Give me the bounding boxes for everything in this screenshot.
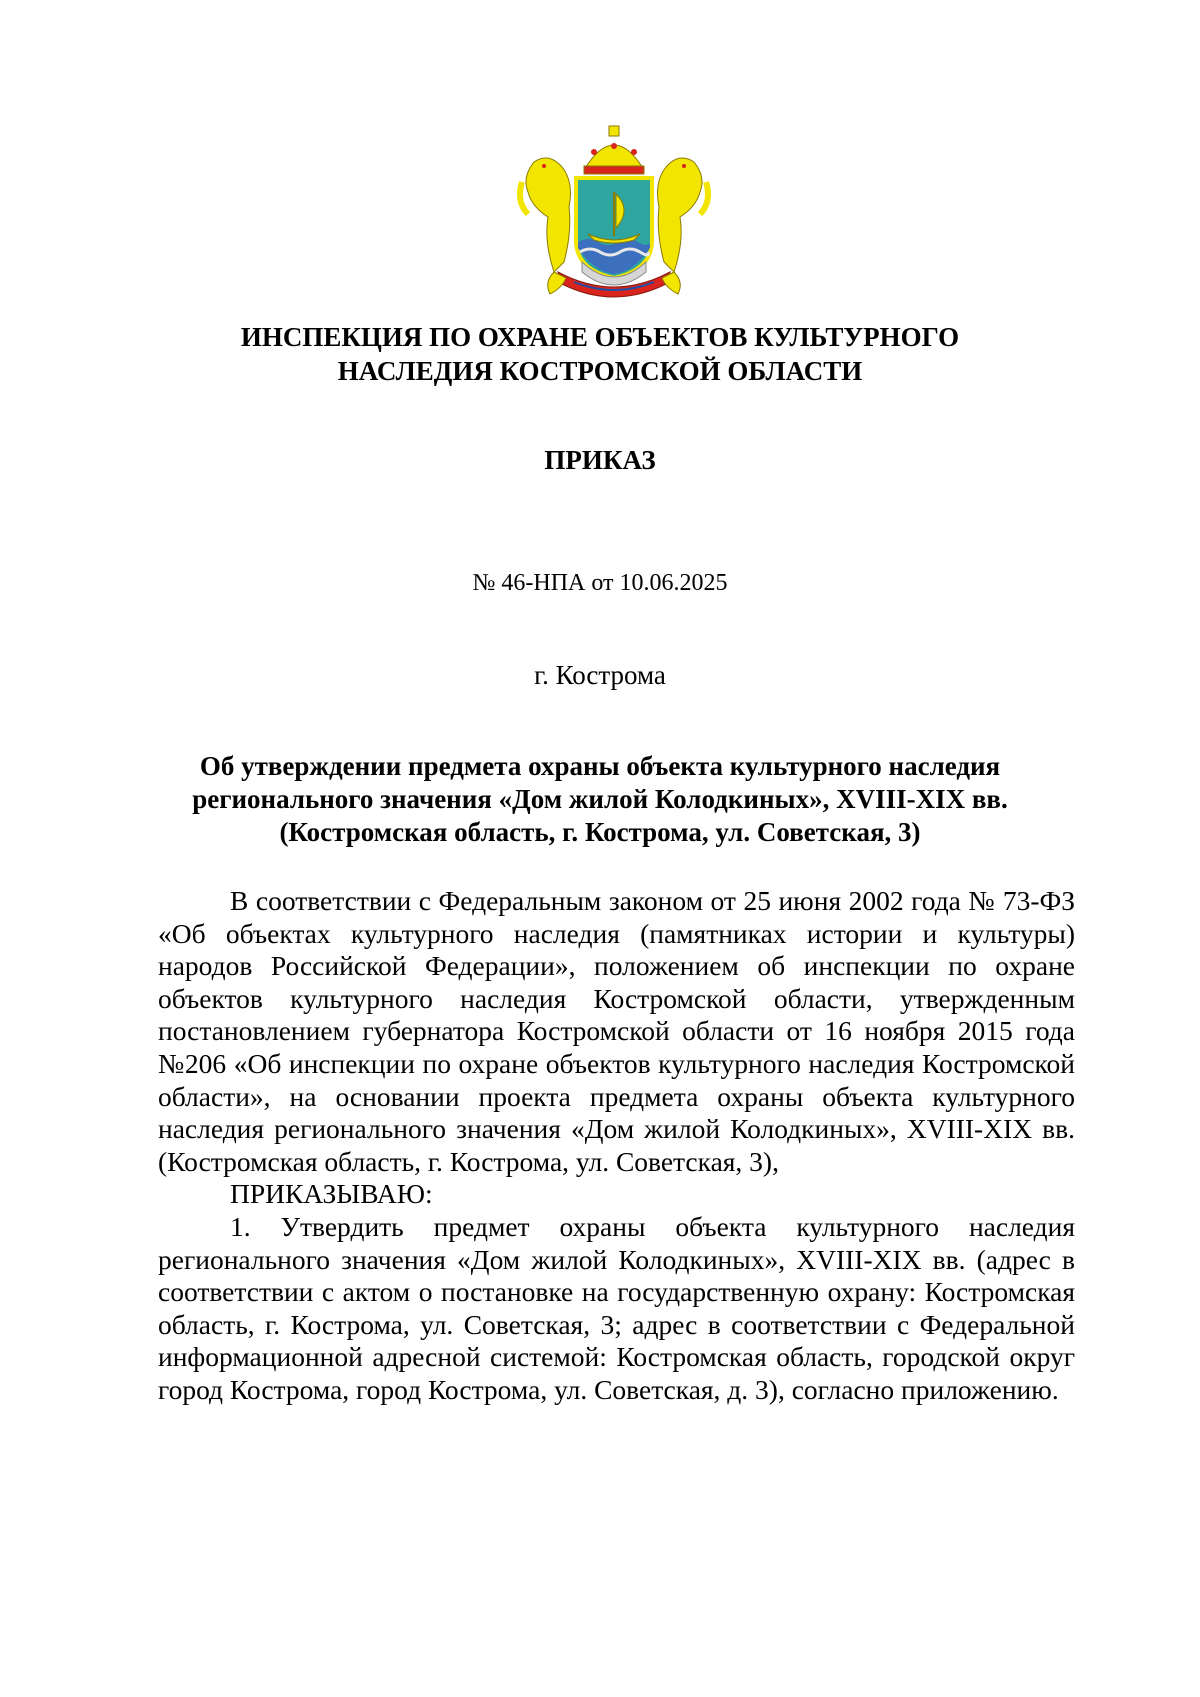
order-number: № 46-НПА от 10.06.2025: [472, 570, 728, 596]
organization-name: [120, 320, 1080, 388]
order-word: ПРИКАЗЫВАЮ:: [230, 1178, 433, 1210]
subject-line-1: Об утверждении предмета охраны объекта культурного наследия: [199, 751, 1001, 781]
org-line-2: НАСЛЕДИЯ КОСТРОМСКОЙ ОБЛАСТИ: [337, 356, 863, 386]
document-subject: [160, 750, 1040, 849]
subject-line-2: регионального значения «Дом жилой Колодкиных», XVIII-XIX вв.: [192, 784, 1008, 814]
document-type: ПРИКАЗ: [544, 445, 656, 475]
org-line-1: ИНСПЕКЦИЯ ПО ОХРАНЕ ОБЪЕКТОВ КУЛЬТУРНОГО: [240, 322, 960, 352]
document-body: [158, 885, 1075, 1407]
kostroma-coat-of-arms-icon: [514, 122, 714, 298]
item-1-paragraph: 1. Утвердить предмет охраны объекта культурного наследия регионального значения «Дом жилой Колодкиных», XVIII-XIX вв. (адрес в соответствии с актом о постановке на государственную охрану: Костромская область, г. Кострома, ул. Советская, 3; адрес в соответствии с Федеральной информационной адресной системой: Костромская область, городской округ город Кострома, город Кострома, ул. Советская, д. 3), согласно приложению.: [158, 1210, 1075, 1405]
city: г. Кострома: [534, 660, 666, 690]
preamble-paragraph: В соответствии с Федеральным законом от 25 июня 2002 года № 73-ФЗ «Об объектах культурного наследия (памятниках истории и культуры) народов Российской Федерации», положением об инспекции по охране объектов культурного наследия Костромской области, утвержденным постановлением губернатора Костромской области от 16 ноября 2015 года №206 «Об инспекции по охране объектов культурного наследия Костромской области», на основании проекта предмета охраны объекта культурного наследия регионального значения «Дом жилой Колодкиных», XVIII-XIX вв. (Костромская область, г. Кострома, ул. Советская, 3),: [158, 885, 1075, 1177]
subject-line-3: (Костромская область, г. Кострома, ул. Советская, 3): [279, 817, 921, 847]
